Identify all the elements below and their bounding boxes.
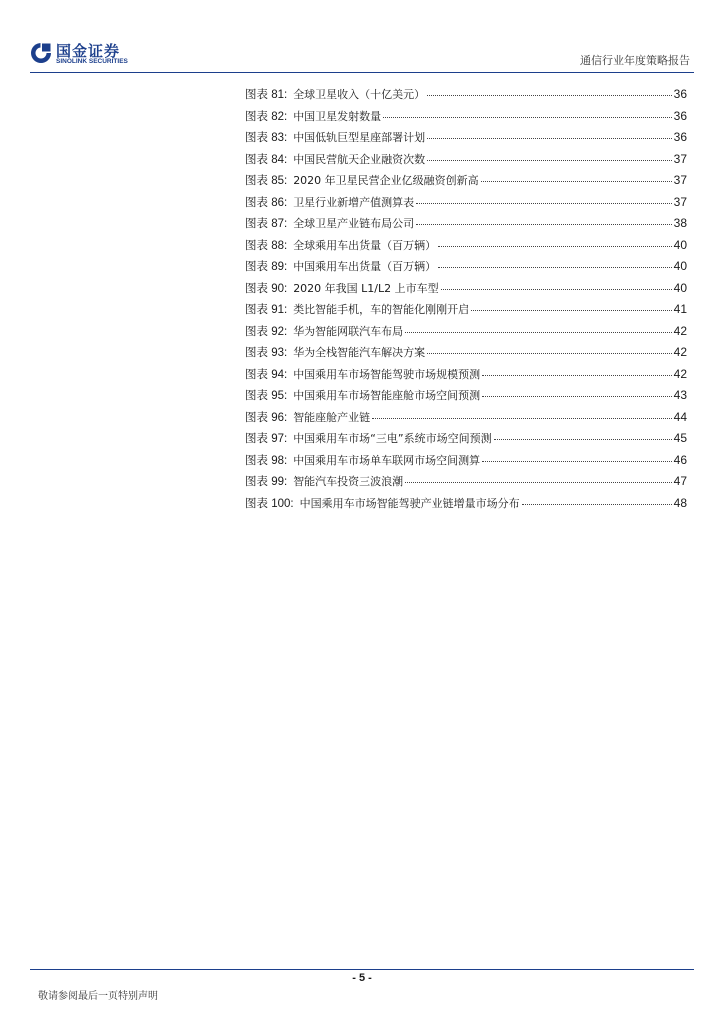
toc-entry-label: 图表 90: [245,282,288,295]
logo-text-cn: 国金证券 [56,42,121,60]
toc-entry-label: 图表 82: [245,110,288,123]
toc-entry-label: 图表 95: [245,390,288,402]
toc-dot-leader [482,396,671,397]
toc-entry-page: 42 [673,345,687,359]
toc-entry-page: 46 [673,452,687,467]
toc-entry-label: 图表 87: [245,218,288,230]
toc-entry-page: 36 [673,108,687,123]
toc-entry[interactable] [245,430,687,452]
toc-entry-label: 图表 98: [245,454,288,467]
toc-dot-leader [416,224,671,225]
toc-dot-leader [383,117,671,118]
toc-dot-leader [494,439,672,440]
toc-dot-leader [427,138,671,139]
toc-entry-page: 37 [673,194,687,209]
page-header [30,38,694,68]
toc-entry[interactable] [245,86,687,108]
toc-entry-title: 中国卫星发射数量 [293,109,382,123]
header-divider [30,72,694,73]
toc-dot-leader [481,181,672,182]
toc-entry-title: 中国乘用车出货量（百万辆） [293,260,437,273]
toc-dot-leader [438,246,671,247]
toc-entry-page: 45 [673,431,687,445]
logo-text-en: SINOLINK SECURITIES [56,58,128,65]
toc-entry-title: 类比智能手机，车的智能化刚刚开启 [293,303,470,316]
toc-entry-label: 图表 100: [245,497,294,510]
toc-entry-title: 智能座舱产业链 [293,410,371,424]
toc-dot-leader [427,353,671,354]
toc-entry-page: 44 [673,409,687,424]
toc-entry-title: 中国低轨巨型星座部署计划 [293,131,426,144]
toc-dot-leader [427,95,671,96]
toc-entry-title: 全球卫星产业链布局公司 [293,217,415,230]
toc-entry[interactable] [245,258,687,280]
toc-entry-page: 42 [673,366,687,381]
figure-index-list [245,86,687,516]
toc-entry-page: 36 [673,87,687,101]
toc-entry[interactable] [245,237,687,259]
toc-entry-page: 37 [673,151,687,166]
toc-entry-label: 图表 88: [245,239,288,252]
toc-entry[interactable] [245,215,687,237]
toc-entry-label: 图表 96: [245,411,288,424]
toc-dot-leader [405,332,671,333]
toc-entry-page: 40 [673,280,687,295]
toc-entry[interactable] [245,387,687,409]
toc-entry-label: 图表 94: [245,368,288,381]
toc-entry-label: 图表 89: [245,261,288,273]
toc-dot-leader [441,289,672,290]
page-number: - 5 - [352,972,372,984]
sinolink-logo-icon [30,42,52,64]
toc-entry-page: 48 [673,495,687,510]
toc-entry-label: 图表 99: [245,476,288,488]
toc-dot-leader [471,310,671,311]
toc-entry[interactable] [245,323,687,345]
toc-entry[interactable] [245,495,687,517]
toc-entry[interactable] [245,409,687,431]
toc-entry-page: 43 [673,388,687,402]
toc-entry-title: 2020 年我国 L1/L2 上市车型 [293,281,439,295]
toc-entry-page: 42 [673,323,687,338]
toc-entry-title: 华为智能网联汽车布局 [293,324,404,338]
toc-entry-label: 图表 81: [245,89,288,101]
toc-dot-leader [522,504,672,505]
toc-entry-title: 中国乘用车市场智能驾驶市场规模预测 [293,367,481,381]
toc-entry[interactable] [245,129,687,151]
toc-entry-page: 41 [673,302,687,316]
toc-dot-leader [427,160,671,161]
disclaimer-note: 敬请参阅最后一页特别声明 [38,991,158,1002]
toc-dot-leader [482,461,671,462]
toc-entry-title: 全球乘用车出货量（百万辆） [293,238,437,252]
toc-entry[interactable] [245,301,687,323]
toc-dot-leader [405,482,671,483]
toc-entry-label: 图表 86: [245,196,288,209]
toc-entry-title: 智能汽车投资三波浪潮 [293,475,404,488]
toc-entry[interactable] [245,366,687,388]
toc-entry-label: 图表 84: [245,153,288,166]
toc-entry-page: 47 [673,474,687,488]
toc-entry-page: 38 [673,216,687,230]
toc-entry[interactable] [245,452,687,474]
toc-entry-page: 36 [673,130,687,144]
toc-dot-leader [416,203,671,204]
report-title: 通信行业年度策略报告 [580,54,690,67]
toc-dot-leader [438,267,671,268]
toc-entry-title: 中国乘用车市场智能座舱市场空间预测 [293,389,481,402]
toc-entry-title: 中国乘用车市场单车联网市场空间测算 [293,453,481,467]
toc-dot-leader [482,375,671,376]
toc-entry-title: 2020 年卫星民营企业亿级融资创新高 [293,174,479,187]
toc-entry-title: 华为全栈智能汽车解决方案 [293,346,426,359]
toc-entry-page: 37 [673,173,687,187]
toc-entry-title: 中国乘用车市场“三电”系统市场空间预测 [293,432,492,445]
toc-entry-title: 中国民营航天企业融资次数 [293,152,426,166]
toc-entry-label: 图表 97: [245,433,288,445]
toc-entry-title: 中国乘用车市场智能驾驶产业链增量市场分布 [299,496,520,510]
toc-entry-label: 图表 93: [245,347,288,359]
toc-entry-page: 40 [673,259,687,273]
toc-entry-label: 图表 92: [245,325,288,338]
toc-entry[interactable] [245,344,687,366]
toc-entry[interactable] [245,194,687,216]
toc-entry[interactable] [245,151,687,173]
sinolink-logo [30,38,140,68]
toc-entry[interactable] [245,172,687,194]
toc-dot-leader [372,418,671,419]
toc-entry-title: 全球卫星收入（十亿美元） [293,88,426,101]
toc-entry[interactable] [245,108,687,130]
toc-entry-label: 图表 85: [245,175,288,187]
footer-divider [30,969,694,970]
toc-entry-title: 卫星行业新增产值测算表 [293,195,415,209]
toc-entry-label: 图表 83: [245,132,288,144]
toc-entry-page: 40 [673,237,687,252]
toc-entry-label: 图表 91: [245,304,288,316]
toc-entry[interactable] [245,280,687,302]
toc-entry[interactable] [245,473,687,495]
